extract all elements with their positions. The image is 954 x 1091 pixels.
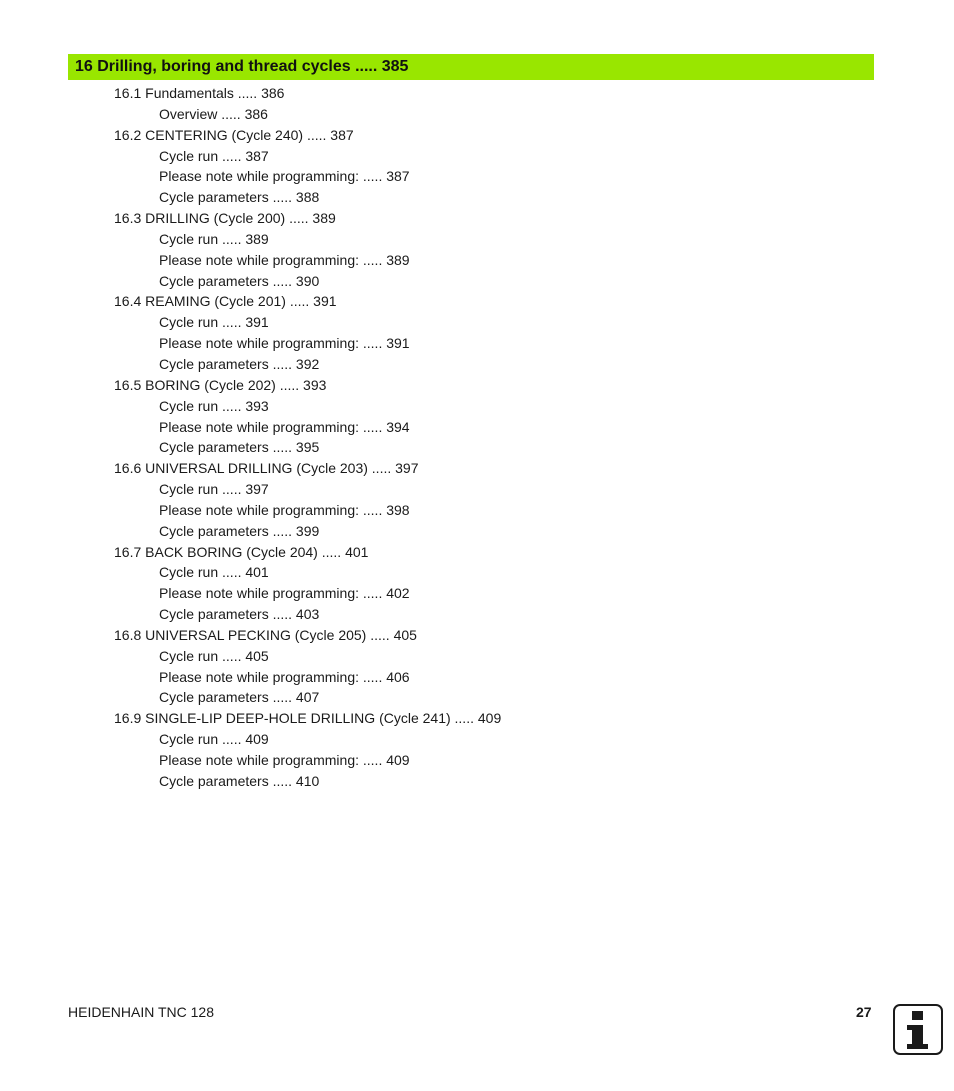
toc-subentry[interactable]: Please note while programming: ..... 398 [159, 501, 410, 518]
toc-subentry[interactable]: Cycle parameters ..... 410 [159, 772, 320, 789]
toc-subentry[interactable]: Cycle parameters ..... 407 [159, 689, 320, 706]
toc-section-entry[interactable]: 16.2 CENTERING (Cycle 240) ..... 387 [114, 126, 354, 143]
toc-subentry[interactable]: Please note while programming: ..... 394 [159, 418, 410, 435]
toc-subentry[interactable]: Overview ..... 386 [159, 105, 268, 122]
toc-subentry[interactable]: Cycle parameters ..... 395 [159, 439, 320, 456]
toc-subentry[interactable]: Cycle run ..... 405 [159, 647, 269, 664]
toc-subentry[interactable]: Cycle run ..... 401 [159, 564, 269, 581]
toc-section-entry[interactable]: 16.7 BACK BORING (Cycle 204) ..... 401 [114, 543, 369, 560]
toc-subentry[interactable]: Cycle parameters ..... 390 [159, 272, 320, 289]
toc-subentry[interactable]: Cycle run ..... 387 [159, 147, 269, 164]
toc-section-entry[interactable]: 16.1 Fundamentals ..... 386 [114, 85, 285, 101]
chapter-heading [68, 54, 874, 80]
toc-section-entry[interactable]: 16.8 UNIVERSAL PECKING (Cycle 205) ..... 405 [114, 626, 417, 643]
toc-subentry[interactable]: Cycle run ..... 391 [159, 314, 269, 331]
toc-subentry[interactable]: Cycle parameters ..... 403 [159, 606, 320, 623]
toc-subentry[interactable]: Cycle parameters ..... 392 [159, 355, 320, 372]
toc-subentry[interactable]: Cycle run ..... 389 [159, 230, 269, 247]
toc-section-entry[interactable]: 16.5 BORING (Cycle 202) ..... 393 [114, 376, 327, 393]
toc-subentry[interactable]: Please note while programming: ..... 406 [159, 668, 410, 685]
toc-subentry[interactable]: Please note while programming: ..... 409 [159, 752, 410, 768]
toc-subentry[interactable]: Cycle parameters ..... 388 [159, 189, 320, 206]
toc-section-entry[interactable]: 16.3 DRILLING (Cycle 200) ..... 389 [114, 210, 336, 227]
toc-subentry[interactable]: Please note while programming: ..... 387 [159, 168, 410, 185]
table-of-contents [0, 83, 954, 792]
toc-subentry[interactable]: Please note while programming: ..... 402 [159, 585, 410, 602]
toc-section-entry[interactable]: 16.9 SINGLE-LIP DEEP-HOLE DRILLING (Cycle 241) ..... 409 [114, 710, 502, 727]
toc-subentry[interactable]: Cycle run ..... 393 [159, 397, 269, 414]
toc-subentry[interactable]: Cycle run ..... 397 [159, 481, 269, 498]
footer-product-name: HEIDENHAIN TNC 128 [68, 1004, 215, 1020]
toc-subentry[interactable]: Please note while programming: ..... 389 [159, 251, 410, 268]
toc-subentry[interactable]: Cycle parameters ..... 399 [159, 522, 320, 539]
toc-subentry[interactable]: Cycle run ..... 409 [159, 731, 269, 748]
page-number: 27 [856, 1004, 872, 1020]
info-icon [893, 1004, 943, 1055]
toc-subentry[interactable]: Please note while programming: ..... 391 [159, 335, 410, 352]
toc-section-entry[interactable]: 16.6 UNIVERSAL DRILLING (Cycle 203) ..... 397 [114, 460, 419, 477]
chapter-title: 16 Drilling, boring and thread cycles ..... 385 [75, 58, 409, 75]
toc-section-entry[interactable]: 16.4 REAMING (Cycle 201) ..... 391 [114, 293, 337, 310]
